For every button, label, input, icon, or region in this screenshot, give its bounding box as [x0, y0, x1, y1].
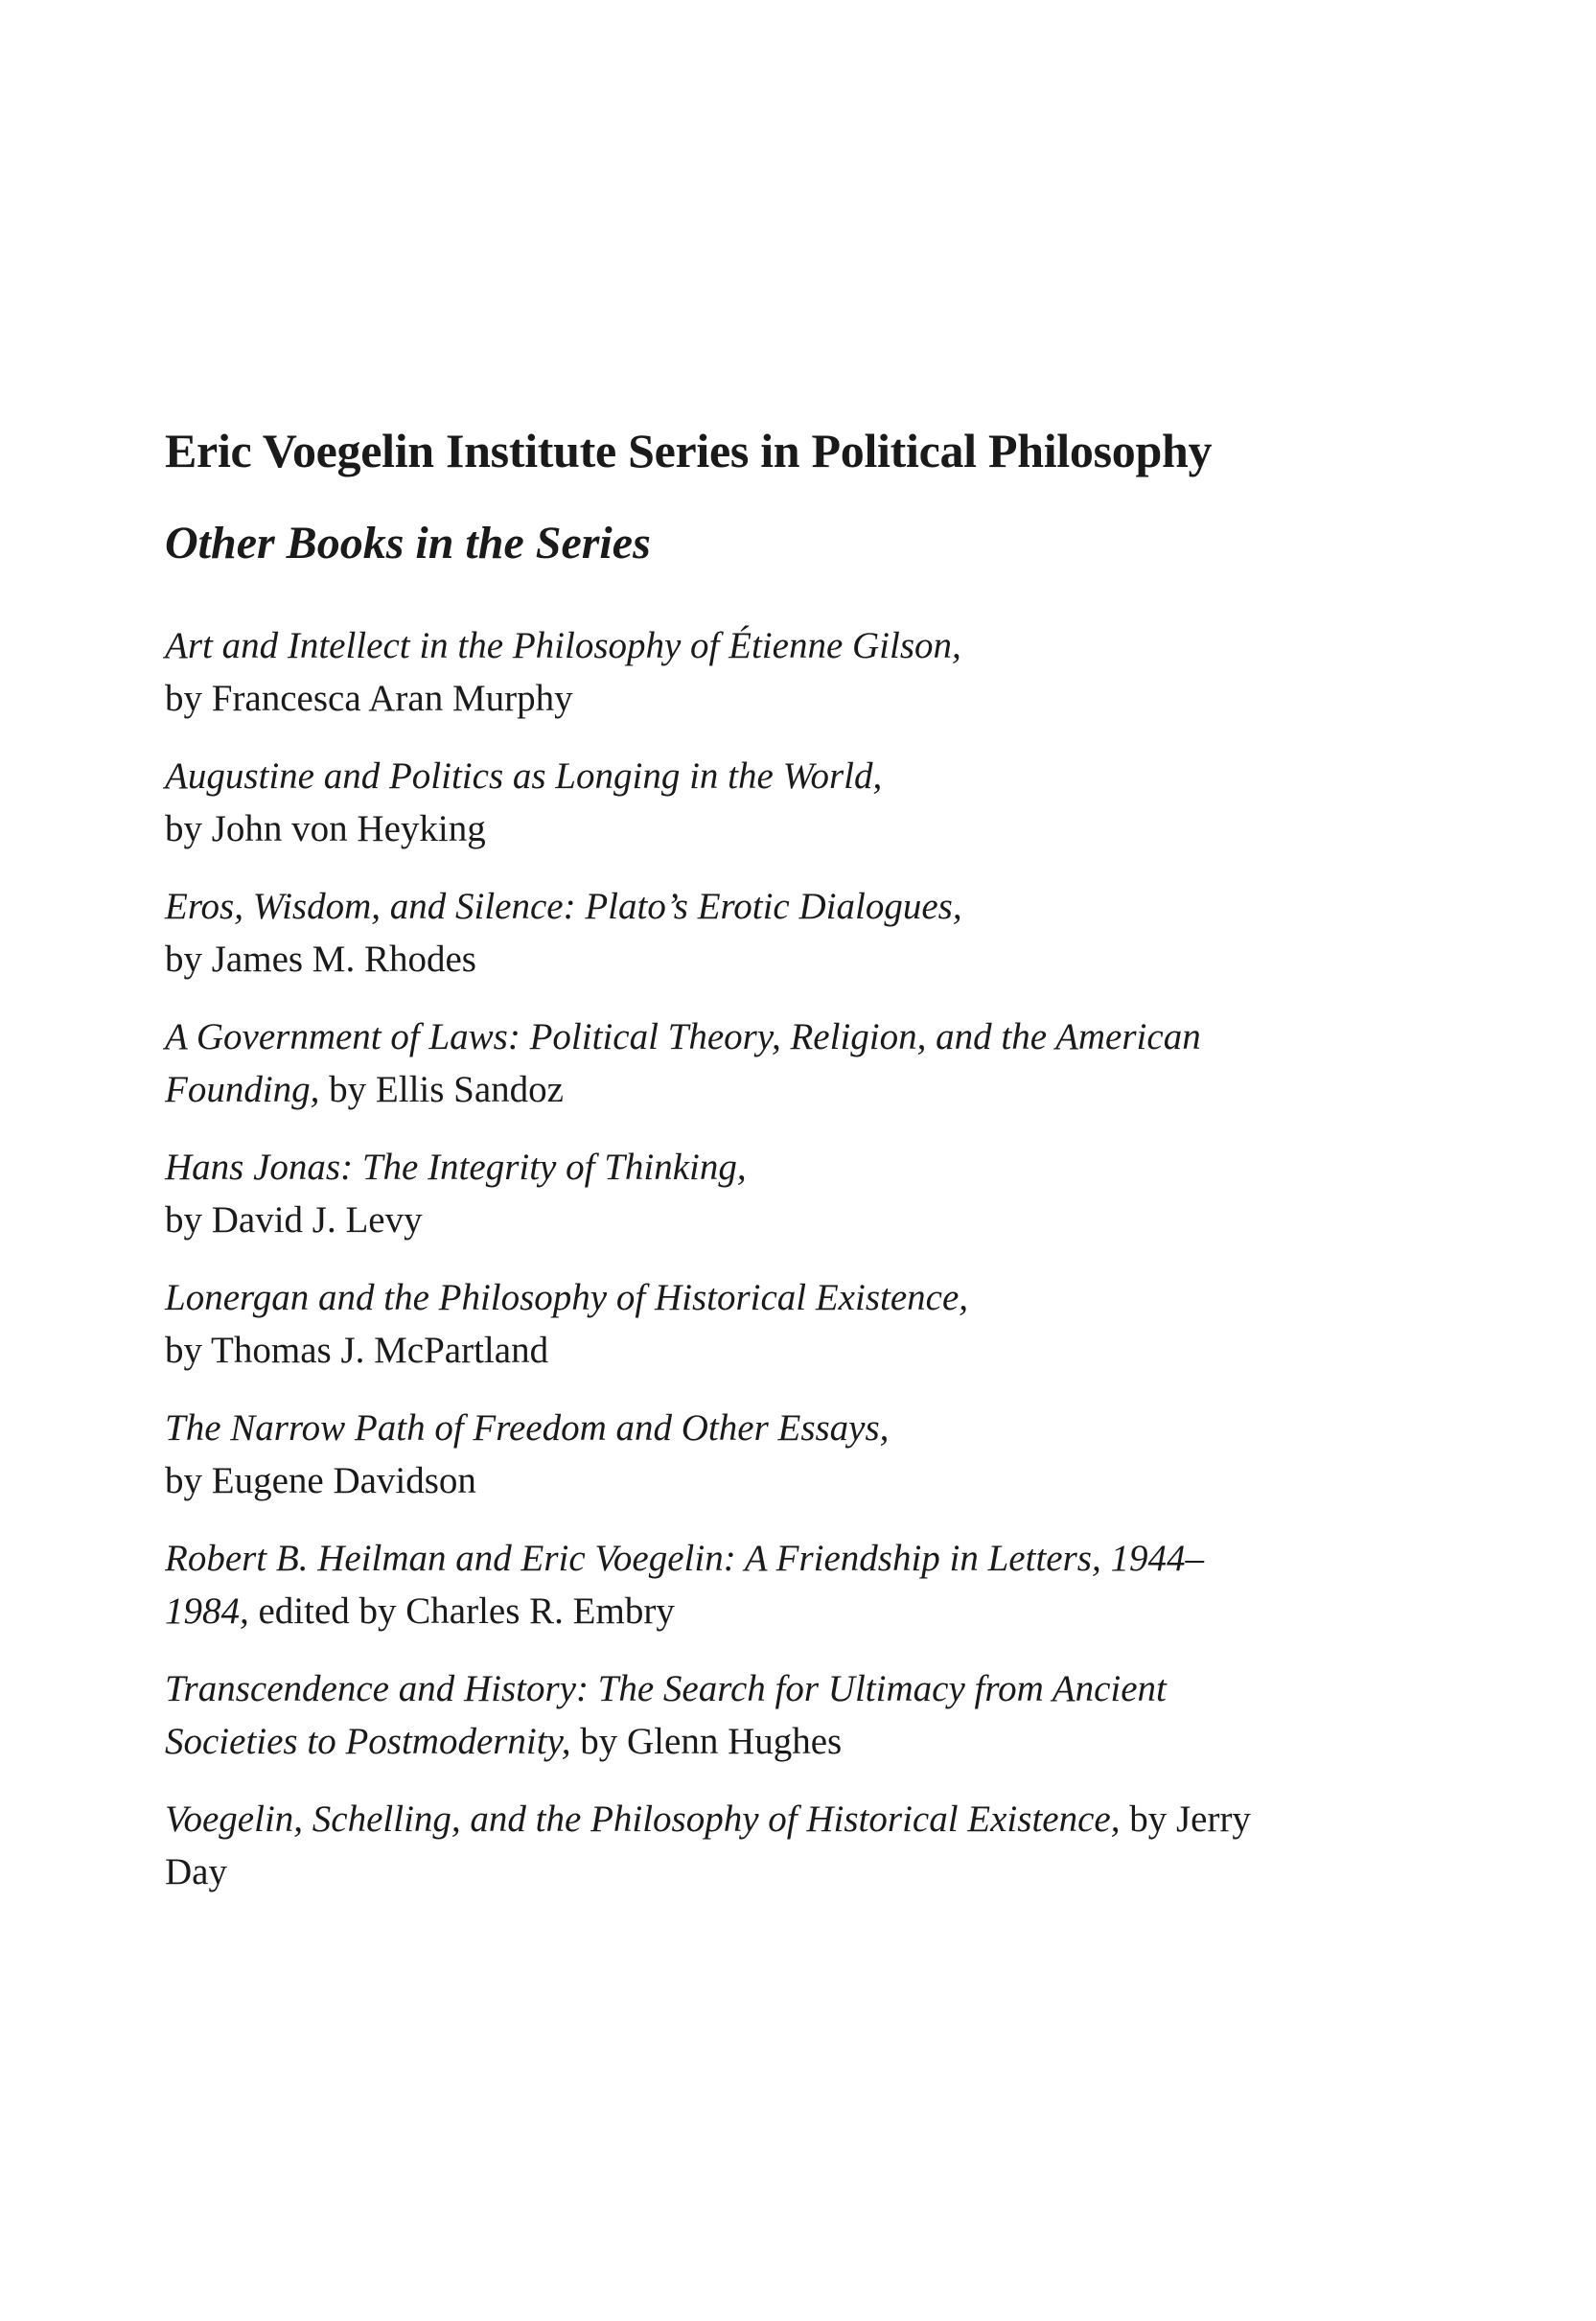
book-credit: by Eugene Davidson: [165, 1459, 476, 1501]
book-credit: by David J. Levy: [165, 1198, 423, 1241]
list-heading: Other Books in the Series: [165, 518, 651, 569]
book-entry-gilson: [165, 619, 1258, 725]
book-title: Voegelin, Schelling, and the Philosophy of Historical Existence,: [165, 1798, 1121, 1840]
book-entry-schelling: [165, 1793, 1258, 1898]
book-title: Hans Jonas: The Integrity of Thinking,: [165, 1146, 747, 1188]
book-credit: by Francesca Aran Murphy: [165, 677, 573, 719]
book-title: Transcendence and History: The Search for Ultimacy from Ancient Societies to Postmodernity,: [165, 1667, 1167, 1762]
book-title: Art and Intellect in the Philosophy of Étienne Gilson,: [165, 624, 961, 666]
book-credit: by Glenn Hughes: [580, 1720, 843, 1762]
series-title: Eric Voegelin Institute Series in Political Philosophy: [165, 424, 1213, 477]
book-entry-lonergan: [165, 1271, 1258, 1377]
book-title: The Narrow Path of Freedom and Other Essays,: [165, 1406, 890, 1449]
book-title: Lonergan and the Philosophy of Historical Existence,: [165, 1276, 969, 1318]
book-title: Eros, Wisdom, and Silence: Plato’s Erotic Dialogues,: [165, 885, 962, 927]
book-credit: by Ellis Sandoz: [329, 1068, 564, 1110]
book-entry-transcendence: [165, 1662, 1258, 1768]
book-title: Robert B. Heilman and Eric Voegelin: A Friendship in Letters, 1944–1984,: [165, 1537, 1204, 1632]
series-page: [165, 422, 1411, 1923]
book-credit: by Thomas J. McPartland: [165, 1329, 549, 1371]
book-entry-government-of-laws: [165, 1010, 1258, 1116]
book-entry-heilman-voegelin: [165, 1532, 1258, 1637]
book-entry-eros: [165, 880, 1258, 986]
book-credit: by James M. Rhodes: [165, 938, 476, 980]
book-title: A Government of Laws: Political Theory, Religion, and the American Founding,: [165, 1015, 1201, 1110]
book-credit: by Jerry Day: [165, 1798, 1251, 1892]
book-list: [165, 619, 1411, 1898]
book-entry-narrow-path: [165, 1402, 1258, 1507]
book-title: Augustine and Politics as Longing in the World,: [165, 754, 883, 797]
book-entry-augustine: [165, 750, 1258, 855]
book-credit: by John von Heyking: [165, 807, 486, 849]
book-entry-hans-jonas: [165, 1141, 1258, 1246]
book-credit: edited by Charles R. Embry: [258, 1590, 675, 1632]
